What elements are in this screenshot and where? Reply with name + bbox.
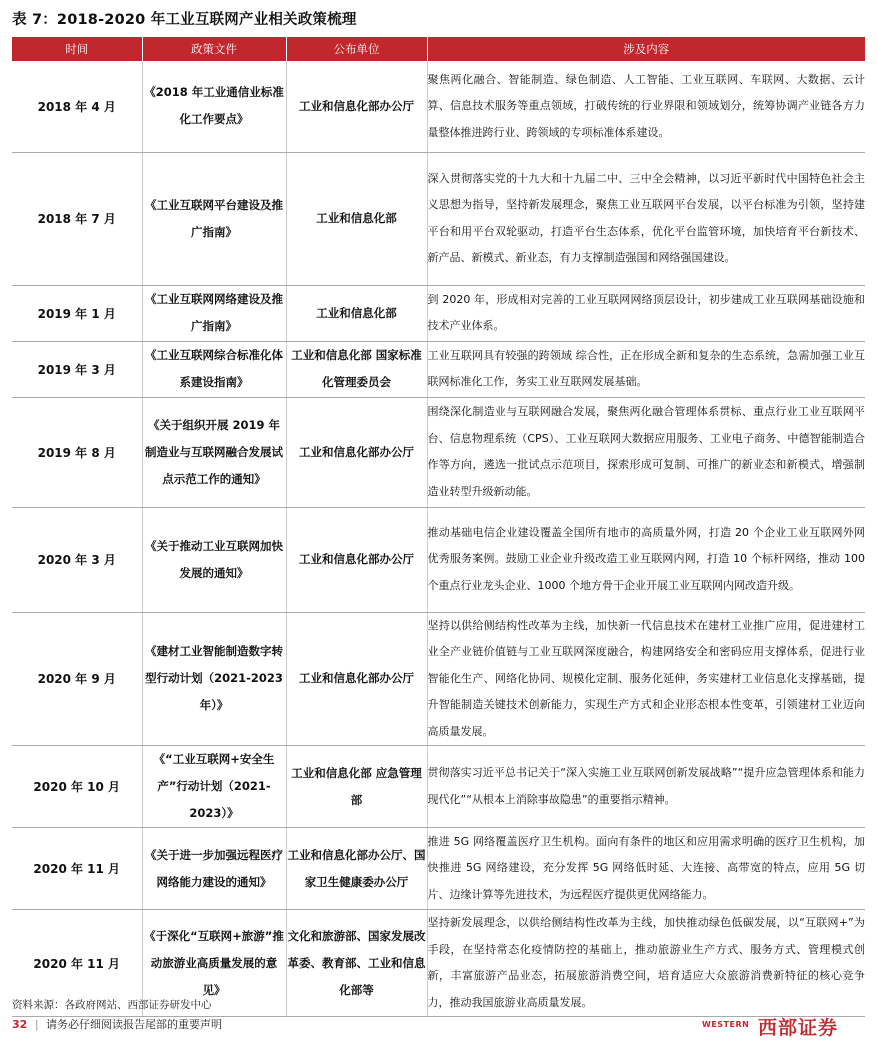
header-issuer: 公布单位 <box>286 37 427 61</box>
row-document: 《关于组织开展 2019 年制造业与互联网融合发展试点示范工作的通知》 <box>142 397 286 507</box>
row-issuer: 工业和信息化部 <box>286 152 427 285</box>
row-date: 2019 年 1 月 <box>12 285 142 341</box>
western-securities-logo <box>700 1015 870 1039</box>
row-issuer: 工业和信息化部 <box>286 285 427 341</box>
table-row <box>12 612 865 746</box>
row-content: 围绕深化制造业与互联网融合发展，聚焦两化融合管理体系贯标、重点行业工业互联网平台、信息物理系统（CPS）、工业互联网大数据应用服务、工业电子商务、中德智能制造合作等方向，遴选一批试点示范项目，探索形成可复制、可推广的新业态和新模式，增强制造业转型升级新动能。 <box>427 397 865 507</box>
header-content: 涉及内容 <box>427 37 865 61</box>
row-date: 2018 年 7 月 <box>12 152 142 285</box>
table-row <box>12 397 865 507</box>
row-date: 2019 年 8 月 <box>12 397 142 507</box>
row-content: 推动基础电信企业建设覆盖全国所有地市的高质量外网，打造 20 个企业工业互联网外网优秀服务案例。鼓励工业企业升级改造工业互联网内网，打造 10 个标杆网络，推动 100 个重点行业龙头企业、1000 个地方骨干企业开展工业互联网内网改造升级。 <box>427 507 865 612</box>
row-date: 2020 年 9 月 <box>12 612 142 746</box>
row-content: 推进 5G 网络覆盖医疗卫生机构。面向有条件的地区和应用需求明确的医疗卫生机构，加快推进 5G 网络建设，充分发挥 5G 网络低时延、大连接、高带宽的特点，应用 5G 切片、边缘计算等先进技术，为远程医疗提供更优网络能力。 <box>427 828 865 910</box>
row-document: 《“工业互联网+安全生产”行动计划（2021-2023）》 <box>142 746 286 828</box>
table-header-row <box>12 37 865 61</box>
row-document: 《关于推动工业互联网加快发展的通知》 <box>142 507 286 612</box>
table-row <box>12 507 865 612</box>
page-number: 32 <box>12 1018 28 1031</box>
row-document: 《工业互联网网络建设及推广指南》 <box>142 285 286 341</box>
footer-separator: | <box>34 1018 39 1031</box>
row-content: 坚持新发展理念，以供给侧结构性改革为主线，加快推动绿色低碳发展，以“互联网+”为手段，在坚持常态化疫情防控的基础上，推动旅游业生产方式、服务方式、管理模式创新，丰富旅游产品业态，拓展旅游消费空间，培育适应大众旅游消费新特征的核心竞争力，推动我国旅游业高质量发展。 <box>427 910 865 1017</box>
row-issuer: 工业和信息化部 国家标准化管理委员会 <box>286 341 427 397</box>
logo-english-text: WESTERN <box>702 1020 750 1029</box>
table-row <box>12 746 865 828</box>
source-note: 资料来源：各政府网站、西部证券研发中心 <box>12 999 212 1011</box>
row-issuer: 工业和信息化部办公厅 <box>286 397 427 507</box>
row-content: 到 2020 年，形成相对完善的工业互联网网络顶层设计，初步建成工业互联网基础设施和技术产业体系。 <box>427 285 865 341</box>
row-document: 《2018 年工业通信业标准化工作要点》 <box>142 61 286 152</box>
row-document: 《建材工业智能制造数字转型行动计划（2021-2023 年）》 <box>142 612 286 746</box>
table-row <box>12 285 865 341</box>
disclaimer-notice: 请务必仔细阅读报告尾部的重要声明 <box>46 1018 223 1031</box>
row-issuer: 文化和旅游部、国家发展改革委、教育部、工业和信息化部等 <box>286 910 427 1017</box>
row-date: 2018 年 4 月 <box>12 61 142 152</box>
row-issuer: 工业和信息化部办公厅、国家卫生健康委办公厅 <box>286 828 427 910</box>
table-row <box>12 152 865 285</box>
header-document: 政策文件 <box>142 37 286 61</box>
row-issuer: 工业和信息化部 应急管理部 <box>286 746 427 828</box>
table-row <box>12 61 865 152</box>
row-issuer: 工业和信息化部办公厅 <box>286 612 427 746</box>
row-content: 贯彻落实习近平总书记关于“深入实施工业互联网创新发展战略”“提升应急管理体系和能力现代化”“从根本上消除事故隐患”的重要指示精神。 <box>427 746 865 828</box>
row-date: 2020 年 11 月 <box>12 828 142 910</box>
row-document: 《于深化“互联网+旅游”推动旅游业高质量发展的意见》 <box>142 910 286 1017</box>
page-footer <box>12 1016 222 1032</box>
row-issuer: 工业和信息化部办公厅 <box>286 61 427 152</box>
row-content: 坚持以供给侧结构性改革为主线，加快新一代信息技术在建材工业推广应用，促进建材工业全产业链价值链与工业互联网深度融合，构建网络安全和密码应用支撑体系，促进行业智能化生产、网络化协同、规模化定制、服务化延伸，务实建材工业信息化支撑基础，提升智能制造关键技术创新能力，实现生产方式和企业形态根本性变革，引领建材工业迈向高质量发展。 <box>427 612 865 746</box>
table-row <box>12 341 865 397</box>
row-content: 工业互联网具有较强的跨领域 综合性，正在形成全新和复杂的生态系统，急需加强工业互 联网标准化工作，务实工业互联网发展基础。 <box>427 341 865 397</box>
row-content: 深入贯彻落实党的十九大和十九届二中、三中全会精神，以习近平新时代中国特色社会主义思想为指导，坚持新发展理念，聚焦工业互联网平台发展，以平台标准为引领，坚持建平台和用平台双轮驱动，打造平台生态体系，优化平台监管环境，加快培育平台新技术、新产品、新模式、新业态，有力支撑制造强国和网络强国建设。 <box>427 152 865 285</box>
header-date: 时间 <box>12 37 142 61</box>
table-title: 表 7：2018-2020 年工业互联网产业相关政策梳理 <box>12 12 357 28</box>
row-date: 2019 年 3 月 <box>12 341 142 397</box>
row-issuer: 工业和信息化部办公厅 <box>286 507 427 612</box>
row-document: 《工业互联网综合标准化体系建设指南》 <box>142 341 286 397</box>
policy-table <box>12 37 865 1017</box>
row-date: 2020 年 3 月 <box>12 507 142 612</box>
row-document: 《工业互联网平台建设及推广指南》 <box>142 152 286 285</box>
row-content: 聚焦两化融合、智能制造、绿色制造、人工智能、工业互联网、车联网、大数据、云计算、信息技术服务等重点领域，打破传统的行业界限和领域划分，统筹协调产业链各方力量整体推进跨行业、跨领域的专项标准体系建设。 <box>427 61 865 152</box>
logo-chinese-text: 西部证券 <box>758 1017 839 1039</box>
row-date: 2020 年 11 月 <box>12 910 142 1017</box>
table-row <box>12 828 865 910</box>
row-date: 2020 年 10 月 <box>12 746 142 828</box>
row-document: 《关于进一步加强远程医疗网络能力建设的通知》 <box>142 828 286 910</box>
